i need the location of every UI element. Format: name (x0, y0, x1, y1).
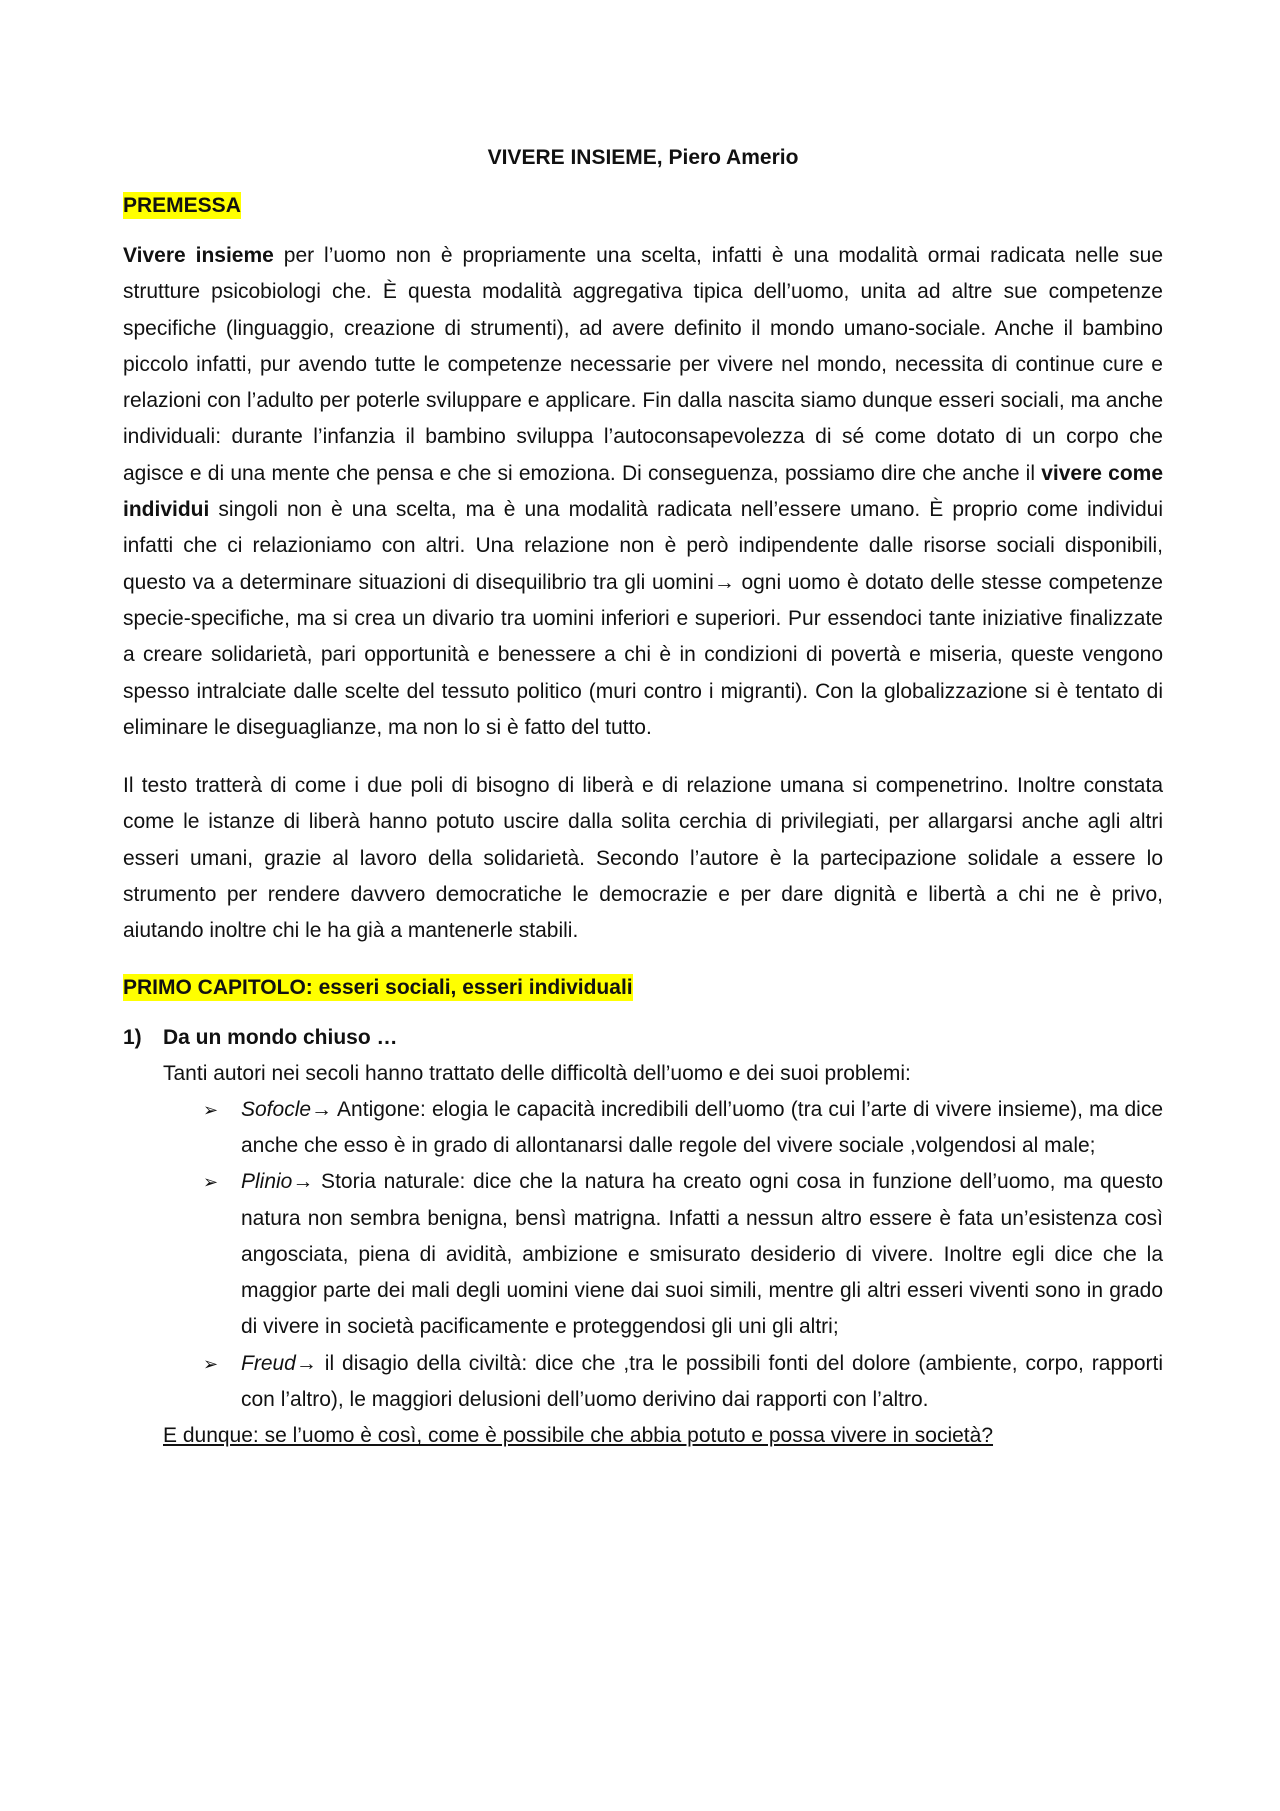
arrowhead-bullet-icon: ➢ (203, 1353, 219, 1374)
list-item (203, 1346, 1163, 1419)
document-title: VIVERE INSIEME, Piero Amerio (487, 146, 799, 169)
premessa-paragraph-1 (123, 238, 1163, 746)
section-1-question: E dunque: se l’uomo è così, come è possibile che abbia potuto e possa vivere in società? (163, 1424, 994, 1448)
bold-vivere-insieme: Vivere insieme (123, 244, 274, 267)
arrow-icon: → (292, 1170, 314, 1194)
list-item (203, 1092, 1163, 1165)
arrow-icon: → (713, 570, 735, 594)
section-title-text: Da un mondo chiuso … (163, 1025, 398, 1049)
list-item (203, 1164, 1163, 1345)
paragraph-text: singoli non è una scelta, ma è una modalità radicata nell’essere umano. È proprio come individui infatti che ci relazioniamo con altri. Una relazione non è però indipendente dalle risorse sociali disponibili, questo va a determinare situazioni di disequilibrio tra gli uomini (123, 498, 1163, 594)
section-1-title (123, 1020, 1163, 1056)
arrowhead-bullet-icon: ➢ (203, 1099, 219, 1120)
arrowhead-bullet-icon: ➢ (203, 1172, 219, 1193)
section-number: 1) (123, 1025, 142, 1049)
author-name: Sofocle (241, 1097, 312, 1121)
premessa-heading-text: PREMESSA (123, 194, 241, 217)
arrow-icon: → (311, 1097, 333, 1121)
author-name: Freud (241, 1351, 296, 1375)
premessa-heading (123, 188, 1163, 224)
paragraph-text: ogni uomo è dotato delle stesse competenze specie-specifiche, ma si crea un divario tra uomini inferiori e superiori. Pur essendoci tante iniziative finalizzate a creare solidarietà, pari opportunità e benessere a chi è in condizioni di povertà e miseria, queste vengono spesso intralciate dalle scelte del tessuto politico (muri contro i migranti). Con la globalizzazione si è tentato di eliminare le diseguaglianze, ma non lo si è fatto del tutto. (123, 570, 1163, 739)
bold-vivere-come-individui: vivere come individui (123, 461, 1163, 522)
chapter-1-heading-text: PRIMO CAPITOLO: esseri sociali, esseri individuali (123, 975, 633, 999)
section-1-intro: Tanti autori nei secoli hanno trattato delle difficoltà dell’uomo e dei suoi problemi: (163, 1061, 911, 1085)
chapter-1-heading (123, 970, 1163, 1006)
list-item-text: Antigone: elogia le capacità incredibili dell’uomo (tra cui l’arte di vivere insieme), ma dice anche che esso è in grado di allontanarsi dalle regole del vivere sociale ,volgendosi al male; (241, 1097, 1163, 1157)
section-1 (123, 1020, 1163, 1455)
premessa-paragraph-2: Il testo tratterà di come i due poli di bisogno di liberà e di relazione umana si compenetrino. Inoltre constata come le istanze di liberà hanno potuto uscire dalla solita cerchia di privilegiati, per allargarsi anche agli altri esseri umani, grazie al lavoro della solidarietà. Secondo l’autore è la partecipazione solidale a essere lo strumento per rendere davvero democratiche le democrazie e per dare dignità e libertà a chi ne è privo, aiutando inoltre chi le ha già a mantenerle stabili. (123, 774, 1163, 943)
authors-list (123, 1092, 1163, 1419)
document-page (123, 140, 1163, 1454)
list-item-text: Storia naturale: dice che la natura ha creato ogni cosa in funzione dell’uomo, ma questo natura non sembra benigna, bensì matrigna. Infatti a nessun altro essere è fata un’esistenza così angosciata, piena di avidità, ambizione e smisurato desiderio di vivere. Inoltre egli dice che la maggior parte dei mali degli uomini viene dai suoi simili, mentre gli altri esseri viventi sono in grado di vivere in società pacificamente e proteggendosi gli uni gli altri; (241, 1170, 1163, 1339)
author-name: Plinio (241, 1170, 293, 1194)
arrow-icon: → (295, 1351, 317, 1375)
paragraph-text: per l’uomo non è propriamente una scelta, infatti è una modalità ormai radicata nelle sue strutture psicobiologi che. È questa modalità aggregativa tipica dell’uomo, unita ad altre sue competenze specifiche (linguaggio, creazione di strumenti), ad avere definito il mondo umano-sociale. Anche il bambino piccolo infatti, pur avendo tutte le competenze necessarie per vivere nel mondo, necessita di continue cure e relazioni con l’adulto per poterle sviluppare e applicare. Fin dalla nascita siamo dunque esseri sociali, ma anche individuali: durante l’infanzia il bambino sviluppa l’autoconsapevolezza di sé come dotato di un corpo che agisce e di una mente che pensa e che si emoziona. Di conseguenza, possiamo dire che anche il (123, 244, 1163, 485)
list-item-text: il disagio della civiltà: dice che ,tra le possibili fonti del dolore (ambiente, corpo, rapporti con l’altro), le maggiori delusioni dell’uomo derivino dai rapporti con l’altro. (241, 1351, 1163, 1412)
